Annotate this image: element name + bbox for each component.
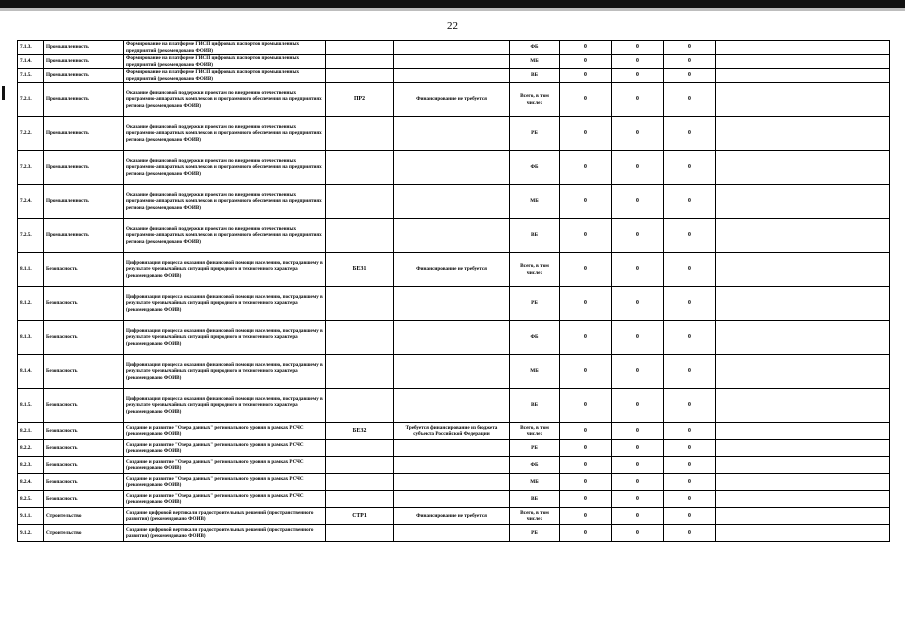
row-cd-code-cell [326,474,394,491]
row-extra-cell [716,525,890,542]
row-description-cell: Оказание финансовой поддержки проектам по внедрению отечественных программно-аппаратных комплексов и программного обеспечения на предприятиях региона (рекомендовано ФОИВ) [124,151,326,185]
row-value-3-cell: 0 [664,185,716,219]
row-code-cell: 7.1.3. [18,41,44,55]
row-code-cell: 8.1.1. [18,253,44,287]
table-row [18,321,890,355]
row-source-cell: Всего, в том числе: [510,253,560,287]
row-funding-cell [394,355,510,389]
row-value-3-cell: 0 [664,69,716,83]
row-source-cell: ВБ [510,491,560,508]
row-value-1-cell: 0 [560,185,612,219]
row-value-3-cell: 0 [664,219,716,253]
row-area-cell: Промышленность [44,151,124,185]
row-area-cell: Промышленность [44,83,124,117]
table-row [18,491,890,508]
row-extra-cell [716,55,890,69]
row-funding-cell [394,151,510,185]
row-extra-cell [716,185,890,219]
row-value-3-cell: 0 [664,423,716,440]
row-code-cell: 8.1.4. [18,355,44,389]
row-source-cell: ВБ [510,69,560,83]
row-extra-cell [716,219,890,253]
table-row [18,69,890,83]
binding-mark [2,86,5,100]
row-value-2-cell: 0 [612,474,664,491]
row-code-cell: 9.1.1. [18,508,44,525]
row-code-cell: 8.2.2. [18,440,44,457]
row-cd-code-cell [326,117,394,151]
row-area-cell: Промышленность [44,185,124,219]
row-source-cell: РБ [510,287,560,321]
row-value-2-cell: 0 [612,185,664,219]
row-cd-code-cell [326,55,394,69]
row-value-3-cell: 0 [664,151,716,185]
row-description-cell: Создание и развитие "Озера данных" регионального уровня в рамках РСЧС (рекомендовано ФОИВ) [124,457,326,474]
table-row [18,41,890,55]
row-value-2-cell: 0 [612,83,664,117]
table-row [18,219,890,253]
row-funding-cell [394,474,510,491]
row-value-3-cell: 0 [664,474,716,491]
row-extra-cell [716,83,890,117]
row-code-cell: 8.1.5. [18,389,44,423]
row-area-cell: Строительство [44,508,124,525]
row-area-cell: Промышленность [44,219,124,253]
row-extra-cell [716,321,890,355]
row-value-1-cell: 0 [560,117,612,151]
row-area-cell: Строительство [44,525,124,542]
row-value-1-cell: 0 [560,321,612,355]
row-description-cell: Цифровизация процесса оказания финансовой помощи населению, пострадавшему в результате чрезвычайных ситуаций природного и техногенного характера (рекомендовано ФОИВ) [124,321,326,355]
row-area-cell: Безопасность [44,423,124,440]
row-source-cell: МБ [510,55,560,69]
row-value-1-cell: 0 [560,491,612,508]
row-extra-cell [716,491,890,508]
row-value-1-cell: 0 [560,151,612,185]
row-area-cell: Промышленность [44,41,124,55]
row-cd-code-cell: БЕЗ1 [326,253,394,287]
row-extra-cell [716,253,890,287]
row-code-cell: 8.2.5. [18,491,44,508]
row-value-3-cell: 0 [664,491,716,508]
row-area-cell: Безопасность [44,389,124,423]
row-source-cell: РБ [510,525,560,542]
row-extra-cell [716,508,890,525]
row-source-cell: Всего, в том числе: [510,423,560,440]
row-value-1-cell: 0 [560,83,612,117]
row-funding-cell: Финансирование не требуется [394,508,510,525]
row-description-cell: Создание и развитие "Озера данных" регионального уровня в рамках РСЧС (рекомендовано ФОИВ) [124,440,326,457]
table-row [18,55,890,69]
row-value-1-cell: 0 [560,219,612,253]
row-area-cell: Промышленность [44,117,124,151]
row-value-2-cell: 0 [612,117,664,151]
row-cd-code-cell [326,457,394,474]
row-value-2-cell: 0 [612,321,664,355]
row-value-1-cell: 0 [560,508,612,525]
row-value-3-cell: 0 [664,355,716,389]
row-source-cell: МБ [510,185,560,219]
row-funding-cell [394,389,510,423]
row-code-cell: 7.1.4. [18,55,44,69]
table-row [18,117,890,151]
top-scan-border [0,0,905,8]
row-funding-cell: Финансирование не требуется [394,253,510,287]
row-code-cell: 7.2.5. [18,219,44,253]
table-row [18,508,890,525]
row-code-cell: 7.1.5. [18,69,44,83]
row-value-2-cell: 0 [612,508,664,525]
row-funding-cell [394,491,510,508]
row-cd-code-cell [326,355,394,389]
row-value-2-cell: 0 [612,41,664,55]
row-area-cell: Безопасность [44,321,124,355]
row-value-1-cell: 0 [560,55,612,69]
row-extra-cell [716,151,890,185]
row-description-cell: Цифровизация процесса оказания финансовой помощи населению, пострадавшему в результате чрезвычайных ситуаций природного и техногенного характера (рекомендовано ФОИВ) [124,253,326,287]
table-row [18,389,890,423]
row-funding-cell [394,41,510,55]
row-extra-cell [716,389,890,423]
table-row [18,440,890,457]
row-description-cell: Создание цифровой вертикали градостроительных решений (пространственного развития) (рекомендовано ФОИВ) [124,508,326,525]
row-code-cell: 7.2.3. [18,151,44,185]
row-description-cell: Формирование на платформе ГИСП цифровых паспортов промышленных предприятий (рекомендовано ФОИВ) [124,69,326,83]
row-value-1-cell: 0 [560,41,612,55]
row-description-cell: Цифровизация процесса оказания финансовой помощи населению, пострадавшему в результате чрезвычайных ситуаций природного и техногенного характера (рекомендовано ФОИВ) [124,389,326,423]
row-description-cell: Формирование на платформе ГИСП цифровых паспортов промышленных предприятий (рекомендовано ФОИВ) [124,41,326,55]
row-source-cell: МБ [510,355,560,389]
row-value-1-cell: 0 [560,440,612,457]
row-funding-cell [394,440,510,457]
row-code-cell: 8.2.4. [18,474,44,491]
table-row [18,151,890,185]
table-row [18,83,890,117]
row-extra-cell [716,69,890,83]
row-code-cell: 7.2.4. [18,185,44,219]
row-area-cell: Безопасность [44,253,124,287]
row-value-2-cell: 0 [612,69,664,83]
row-cd-code-cell: БЕЗ2 [326,423,394,440]
row-cd-code-cell [326,69,394,83]
row-funding-cell [394,457,510,474]
row-description-cell: Формирование на платформе ГИСП цифровых паспортов промышленных предприятий (рекомендовано ФОИВ) [124,55,326,69]
row-description-cell: Оказание финансовой поддержки проектам по внедрению отечественных программно-аппаратных комплексов и программного обеспечения на предприятиях региона (рекомендовано ФОИВ) [124,83,326,117]
row-funding-cell [394,69,510,83]
row-area-cell: Промышленность [44,69,124,83]
row-value-2-cell: 0 [612,440,664,457]
row-description-cell: Оказание финансовой поддержки проектам по внедрению отечественных программно-аппаратных комплексов и программного обеспечения на предприятиях региона (рекомендовано ФОИВ) [124,185,326,219]
row-cd-code-cell [326,41,394,55]
table-row [18,525,890,542]
row-value-2-cell: 0 [612,389,664,423]
row-value-1-cell: 0 [560,355,612,389]
page-number: 22 [447,20,458,32]
row-source-cell: Всего, в том числе: [510,83,560,117]
table-row [18,457,890,474]
row-value-2-cell: 0 [612,151,664,185]
row-funding-cell [394,117,510,151]
row-extra-cell [716,355,890,389]
row-value-1-cell: 0 [560,474,612,491]
row-source-cell: ФБ [510,457,560,474]
row-source-cell: ФБ [510,321,560,355]
row-code-cell: 7.2.2. [18,117,44,151]
row-value-2-cell: 0 [612,491,664,508]
row-description-cell: Цифровизация процесса оказания финансовой помощи населению, пострадавшему в результате чрезвычайных ситуаций природного и техногенного характера (рекомендовано ФОИВ) [124,287,326,321]
top-scan-shadow [0,8,905,11]
row-value-3-cell: 0 [664,389,716,423]
row-area-cell: Безопасность [44,474,124,491]
row-value-1-cell: 0 [560,69,612,83]
row-value-1-cell: 0 [560,423,612,440]
row-source-cell: РБ [510,117,560,151]
table-row [18,287,890,321]
row-cd-code-cell [326,219,394,253]
row-code-cell: 8.1.3. [18,321,44,355]
row-value-1-cell: 0 [560,287,612,321]
row-funding-cell [394,219,510,253]
row-source-cell: ВБ [510,389,560,423]
row-area-cell: Безопасность [44,491,124,508]
row-description-cell: Создание цифровой вертикали градостроительных решений (пространственного развития) (рекомендовано ФОИВ) [124,525,326,542]
row-source-cell: ФБ [510,41,560,55]
row-cd-code-cell [326,287,394,321]
budget-table [17,40,890,542]
row-cd-code-cell [326,321,394,355]
row-funding-cell: Требуется финансирование из бюджета субъекта Российской Федерации [394,423,510,440]
row-value-2-cell: 0 [612,219,664,253]
row-funding-cell [394,185,510,219]
row-value-3-cell: 0 [664,287,716,321]
row-funding-cell [394,321,510,355]
row-value-2-cell: 0 [612,457,664,474]
table-row [18,253,890,287]
row-funding-cell [394,287,510,321]
row-cd-code-cell: ПР2 [326,83,394,117]
row-value-3-cell: 0 [664,525,716,542]
row-extra-cell [716,423,890,440]
table-row [18,474,890,491]
row-cd-code-cell: СТР1 [326,508,394,525]
row-area-cell: Безопасность [44,287,124,321]
row-extra-cell [716,117,890,151]
row-value-1-cell: 0 [560,457,612,474]
row-cd-code-cell [326,151,394,185]
row-code-cell: 8.2.3. [18,457,44,474]
row-value-3-cell: 0 [664,117,716,151]
row-extra-cell [716,474,890,491]
row-code-cell: 8.2.1. [18,423,44,440]
row-funding-cell [394,525,510,542]
row-source-cell: ВБ [510,219,560,253]
row-value-3-cell: 0 [664,440,716,457]
row-extra-cell [716,287,890,321]
row-funding-cell: Финансирование не требуется [394,83,510,117]
row-description-cell: Создание и развитие "Озера данных" регионального уровня в рамках РСЧС (рекомендовано ФОИВ) [124,423,326,440]
table-row [18,423,890,440]
row-value-2-cell: 0 [612,355,664,389]
row-cd-code-cell [326,389,394,423]
row-value-3-cell: 0 [664,55,716,69]
row-cd-code-cell [326,525,394,542]
table-row [18,355,890,389]
row-value-1-cell: 0 [560,389,612,423]
row-source-cell: РБ [510,440,560,457]
row-extra-cell [716,41,890,55]
row-description-cell: Создание и развитие "Озера данных" регионального уровня в рамках РСЧС (рекомендовано ФОИВ) [124,474,326,491]
row-value-2-cell: 0 [612,423,664,440]
row-cd-code-cell [326,491,394,508]
row-extra-cell [716,457,890,474]
row-area-cell: Безопасность [44,457,124,474]
row-area-cell: Безопасность [44,355,124,389]
row-code-cell: 7.2.1. [18,83,44,117]
row-cd-code-cell [326,440,394,457]
row-value-3-cell: 0 [664,508,716,525]
row-code-cell: 9.1.2. [18,525,44,542]
row-value-3-cell: 0 [664,321,716,355]
row-value-2-cell: 0 [612,525,664,542]
row-value-1-cell: 0 [560,253,612,287]
row-value-1-cell: 0 [560,525,612,542]
row-value-2-cell: 0 [612,253,664,287]
row-code-cell: 8.1.2. [18,287,44,321]
row-description-cell: Оказание финансовой поддержки проектам по внедрению отечественных программно-аппаратных комплексов и программного обеспечения на предприятиях региона (рекомендовано ФОИВ) [124,117,326,151]
row-value-3-cell: 0 [664,457,716,474]
row-area-cell: Безопасность [44,440,124,457]
row-value-3-cell: 0 [664,41,716,55]
row-value-2-cell: 0 [612,55,664,69]
row-value-2-cell: 0 [612,287,664,321]
row-description-cell: Цифровизация процесса оказания финансовой помощи населению, пострадавшему в результате чрезвычайных ситуаций природного и техногенного характера (рекомендовано ФОИВ) [124,355,326,389]
row-source-cell: МБ [510,474,560,491]
row-description-cell: Оказание финансовой поддержки проектам по внедрению отечественных программно-аппаратных комплексов и программного обеспечения на предприятиях региона (рекомендовано ФОИВ) [124,219,326,253]
row-area-cell: Промышленность [44,55,124,69]
table-row [18,185,890,219]
row-value-3-cell: 0 [664,253,716,287]
row-source-cell: ФБ [510,151,560,185]
row-source-cell: Всего, в том числе: [510,508,560,525]
row-cd-code-cell [326,185,394,219]
row-funding-cell [394,55,510,69]
row-extra-cell [716,440,890,457]
row-value-3-cell: 0 [664,83,716,117]
table-body [18,41,890,542]
row-description-cell: Создание и развитие "Озера данных" регионального уровня в рамках РСЧС (рекомендовано ФОИВ) [124,491,326,508]
